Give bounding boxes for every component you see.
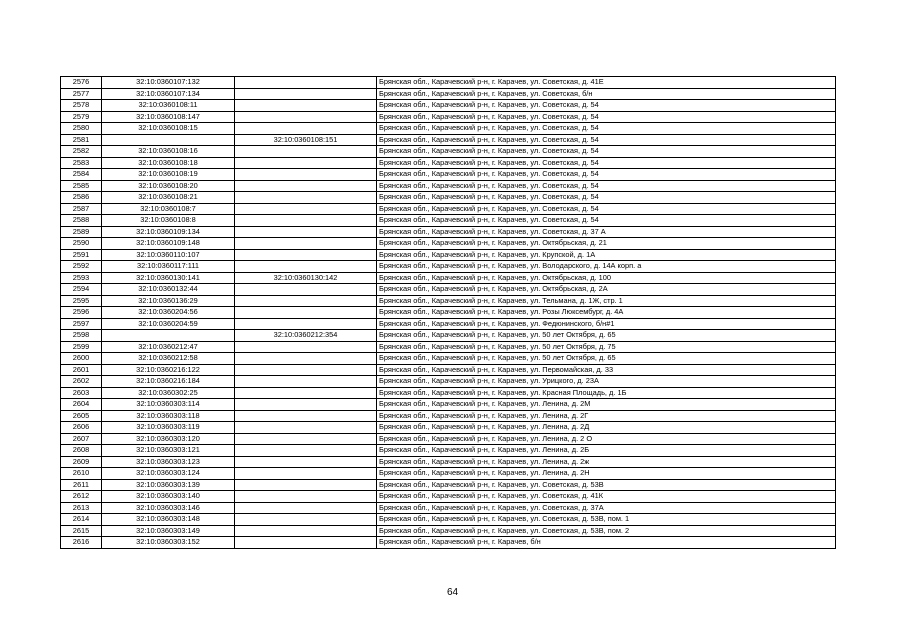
cadastral-number-cell: 32:10:0360108:21 — [102, 192, 235, 204]
related-cadastral-number-cell — [235, 284, 377, 296]
registry-table-body — [61, 77, 836, 549]
cadastral-number-cell: 32:10:0360108:11 — [102, 100, 235, 112]
address-cell: Брянская обл., Карачевский р-н, г. Карачев, ул. Октябрьская, д. 21 — [377, 238, 836, 250]
address-cell: Брянская обл., Карачевский р-н, г. Карачев, ул. Советская, д. 54 — [377, 123, 836, 135]
row-number-cell: 2586 — [61, 192, 102, 204]
table-row — [61, 226, 836, 238]
row-number-cell: 2576 — [61, 77, 102, 89]
related-cadastral-number-cell — [235, 525, 377, 537]
address-cell: Брянская обл., Карачевский р-н, г. Карачев, ул. Володарского, д. 14А корп. а — [377, 261, 836, 273]
address-cell: Брянская обл., Карачевский р-н, г. Карачев, б/н — [377, 537, 836, 549]
cadastral-number-cell: 32:10:0360303:124 — [102, 468, 235, 480]
related-cadastral-number-cell — [235, 203, 377, 215]
related-cadastral-number-cell — [235, 111, 377, 123]
table-row — [61, 353, 836, 365]
table-row — [61, 180, 836, 192]
address-cell: Брянская обл., Карачевский р-н, г. Карачев, ул. Красная Площадь, д. 1Б — [377, 387, 836, 399]
cadastral-number-cell: 32:10:0360108:20 — [102, 180, 235, 192]
cadastral-number-cell: 32:10:0360303:139 — [102, 479, 235, 491]
related-cadastral-number-cell — [235, 445, 377, 457]
related-cadastral-number-cell — [235, 215, 377, 227]
related-cadastral-number-cell — [235, 364, 377, 376]
row-number-cell: 2597 — [61, 318, 102, 330]
table-row — [61, 491, 836, 503]
related-cadastral-number-cell — [235, 192, 377, 204]
cadastral-number-cell — [102, 134, 235, 146]
row-number-cell: 2582 — [61, 146, 102, 158]
table-row — [61, 284, 836, 296]
cadastral-number-cell: 32:10:0360108:8 — [102, 215, 235, 227]
related-cadastral-number-cell — [235, 77, 377, 89]
table-row — [61, 479, 836, 491]
table-row — [61, 514, 836, 526]
row-number-cell: 2590 — [61, 238, 102, 250]
related-cadastral-number-cell — [235, 502, 377, 514]
cadastral-number-cell: 32:10:0360216:184 — [102, 376, 235, 388]
related-cadastral-number-cell — [235, 479, 377, 491]
cadastral-number-cell — [102, 330, 235, 342]
cadastral-number-cell: 32:10:0360303:149 — [102, 525, 235, 537]
address-cell: Брянская обл., Карачевский р-н, г. Карачев, ул. Ленина, д. 2 О — [377, 433, 836, 445]
row-number-cell: 2580 — [61, 123, 102, 135]
table-row — [61, 249, 836, 261]
table-row — [61, 192, 836, 204]
cadastral-number-cell: 32:10:0360108:16 — [102, 146, 235, 158]
row-number-cell: 2583 — [61, 157, 102, 169]
address-cell: Брянская обл., Карачевский р-н, г. Карачев, ул. Советская, б/н — [377, 88, 836, 100]
registry-table — [60, 76, 836, 549]
cadastral-number-cell: 32:10:0360212:47 — [102, 341, 235, 353]
address-cell: Брянская обл., Карачевский р-н, г. Карачев, ул. Советская, д. 53В, пом. 1 — [377, 514, 836, 526]
table-row — [61, 502, 836, 514]
row-number-cell: 2616 — [61, 537, 102, 549]
address-cell: Брянская обл., Карачевский р-н, г. Карачев, ул. Советская, д. 37 А — [377, 226, 836, 238]
related-cadastral-number-cell — [235, 376, 377, 388]
address-cell: Брянская обл., Карачевский р-н, г. Карачев, ул. Советская, д. 54 — [377, 192, 836, 204]
row-number-cell: 2584 — [61, 169, 102, 181]
row-number-cell: 2592 — [61, 261, 102, 273]
cadastral-number-cell: 32:10:0360216:122 — [102, 364, 235, 376]
related-cadastral-number-cell — [235, 468, 377, 480]
cadastral-number-cell: 32:10:0360204:59 — [102, 318, 235, 330]
address-cell: Брянская обл., Карачевский р-н, г. Карачев, ул. Ленина, д. 2М — [377, 399, 836, 411]
address-cell: Брянская обл., Карачевский р-н, г. Карачев, ул. Тельмана, д. 1Ж, стр. 1 — [377, 295, 836, 307]
cadastral-number-cell: 32:10:0360303:119 — [102, 422, 235, 434]
row-number-cell: 2601 — [61, 364, 102, 376]
row-number-cell: 2603 — [61, 387, 102, 399]
table-row — [61, 318, 836, 330]
table-row — [61, 123, 836, 135]
related-cadastral-number-cell — [235, 353, 377, 365]
address-cell: Брянская обл., Карачевский р-н, г. Карачев, ул. Советская, д. 54 — [377, 169, 836, 181]
row-number-cell: 2610 — [61, 468, 102, 480]
related-cadastral-number-cell — [235, 157, 377, 169]
table-row — [61, 88, 836, 100]
cadastral-number-cell: 32:10:0360108:147 — [102, 111, 235, 123]
related-cadastral-number-cell — [235, 433, 377, 445]
row-number-cell: 2605 — [61, 410, 102, 422]
address-cell: Брянская обл., Карачевский р-н, г. Карачев, ул. Первомайская, д. 33 — [377, 364, 836, 376]
related-cadastral-number-cell — [235, 180, 377, 192]
table-row — [61, 525, 836, 537]
address-cell: Брянская обл., Карачевский р-н, г. Карачев, ул. 50 лет Октября, д. 65 — [377, 330, 836, 342]
row-number-cell: 2606 — [61, 422, 102, 434]
row-number-cell: 2604 — [61, 399, 102, 411]
cadastral-number-cell: 32:10:0360107:132 — [102, 77, 235, 89]
address-cell: Брянская обл., Карачевский р-н, г. Карачев, ул. Советская, д. 54 — [377, 100, 836, 112]
address-cell: Брянская обл., Карачевский р-н, г. Карачев, ул. Ленина, д. 2Г — [377, 410, 836, 422]
table-row — [61, 77, 836, 89]
row-number-cell: 2596 — [61, 307, 102, 319]
table-row — [61, 307, 836, 319]
table-row — [61, 100, 836, 112]
table-row — [61, 341, 836, 353]
address-cell: Брянская обл., Карачевский р-н, г. Карачев, ул. Советская, д. 54 — [377, 134, 836, 146]
related-cadastral-number-cell: 32:10:0360108:151 — [235, 134, 377, 146]
address-cell: Брянская обл., Карачевский р-н, г. Карачев, ул. Советская, д. 54 — [377, 146, 836, 158]
address-cell: Брянская обл., Карачевский р-н, г. Карачев, ул. Советская, д. 54 — [377, 180, 836, 192]
address-cell: Брянская обл., Карачевский р-н, г. Карачев, ул. 50 лет Октября, д. 75 — [377, 341, 836, 353]
related-cadastral-number-cell: 32:10:0360130:142 — [235, 272, 377, 284]
cadastral-number-cell: 32:10:0360212:58 — [102, 353, 235, 365]
cadastral-number-cell: 32:10:0360107:134 — [102, 88, 235, 100]
table-row — [61, 537, 836, 549]
row-number-cell: 2599 — [61, 341, 102, 353]
cadastral-number-cell: 32:10:0360110:107 — [102, 249, 235, 261]
row-number-cell: 2589 — [61, 226, 102, 238]
cadastral-number-cell: 32:10:0360108:19 — [102, 169, 235, 181]
cadastral-number-cell: 32:10:0360130:141 — [102, 272, 235, 284]
table-row — [61, 238, 836, 250]
row-number-cell: 2609 — [61, 456, 102, 468]
cadastral-number-cell: 32:10:0360303:114 — [102, 399, 235, 411]
row-number-cell: 2591 — [61, 249, 102, 261]
related-cadastral-number-cell — [235, 100, 377, 112]
row-number-cell: 2607 — [61, 433, 102, 445]
related-cadastral-number-cell — [235, 387, 377, 399]
related-cadastral-number-cell — [235, 295, 377, 307]
table-row — [61, 468, 836, 480]
address-cell: Брянская обл., Карачевский р-н, г. Карачев, ул. Советская, д. 53В — [377, 479, 836, 491]
table-row — [61, 387, 836, 399]
table-row — [61, 169, 836, 181]
address-cell: Брянская обл., Карачевский р-н, г. Карачев, ул. Розы Люксембург, д. 4А — [377, 307, 836, 319]
cadastral-number-cell: 32:10:0360303:146 — [102, 502, 235, 514]
related-cadastral-number-cell — [235, 456, 377, 468]
related-cadastral-number-cell — [235, 249, 377, 261]
related-cadastral-number-cell — [235, 422, 377, 434]
address-cell: Брянская обл., Карачевский р-н, г. Карачев, ул. Советская, д. 54 — [377, 215, 836, 227]
cadastral-number-cell: 32:10:0360109:134 — [102, 226, 235, 238]
cadastral-number-cell: 32:10:0360108:18 — [102, 157, 235, 169]
address-cell: Брянская обл., Карачевский р-н, г. Карачев, ул. Советская, д. 54 — [377, 157, 836, 169]
table-row — [61, 272, 836, 284]
cadastral-number-cell: 32:10:0360303:152 — [102, 537, 235, 549]
address-cell: Брянская обл., Карачевский р-н, г. Карачев, ул. Советская, д. 41Е — [377, 77, 836, 89]
row-number-cell: 2585 — [61, 180, 102, 192]
row-number-cell: 2602 — [61, 376, 102, 388]
address-cell: Брянская обл., Карачевский р-н, г. Карачев, ул. Урицкого, д. 23А — [377, 376, 836, 388]
cadastral-number-cell: 32:10:0360136:29 — [102, 295, 235, 307]
cadastral-number-cell: 32:10:0360204:56 — [102, 307, 235, 319]
related-cadastral-number-cell — [235, 226, 377, 238]
address-cell: Брянская обл., Карачевский р-н, г. Карачев, ул. Октябрьская, д. 100 — [377, 272, 836, 284]
row-number-cell: 2598 — [61, 330, 102, 342]
related-cadastral-number-cell — [235, 318, 377, 330]
related-cadastral-number-cell — [235, 88, 377, 100]
row-number-cell: 2594 — [61, 284, 102, 296]
address-cell: Брянская обл., Карачевский р-н, г. Карачев, ул. Ленина, д. 2ж — [377, 456, 836, 468]
cadastral-number-cell: 32:10:0360109:148 — [102, 238, 235, 250]
address-cell: Брянская обл., Карачевский р-н, г. Карачев, ул. Крупской, д. 1А — [377, 249, 836, 261]
address-cell: Брянская обл., Карачевский р-н, г. Карачев, ул. Ленина, д. 2Н — [377, 468, 836, 480]
table-row — [61, 157, 836, 169]
cadastral-number-cell: 32:10:0360302:25 — [102, 387, 235, 399]
row-number-cell: 2578 — [61, 100, 102, 112]
cadastral-number-cell: 32:10:0360303:140 — [102, 491, 235, 503]
related-cadastral-number-cell — [235, 514, 377, 526]
page-number: 64 — [446, 587, 459, 598]
related-cadastral-number-cell — [235, 238, 377, 250]
row-number-cell: 2611 — [61, 479, 102, 491]
row-number-cell: 2587 — [61, 203, 102, 215]
cadastral-number-cell: 32:10:0360108:7 — [102, 203, 235, 215]
row-number-cell: 2577 — [61, 88, 102, 100]
row-number-cell: 2581 — [61, 134, 102, 146]
related-cadastral-number-cell — [235, 261, 377, 273]
table-row — [61, 203, 836, 215]
related-cadastral-number-cell — [235, 410, 377, 422]
cadastral-number-cell: 32:10:0360132:44 — [102, 284, 235, 296]
table-row — [61, 146, 836, 158]
table-row — [61, 364, 836, 376]
table-row — [61, 330, 836, 342]
cadastral-number-cell: 32:10:0360303:123 — [102, 456, 235, 468]
cadastral-number-cell: 32:10:0360303:121 — [102, 445, 235, 457]
row-number-cell: 2579 — [61, 111, 102, 123]
table-row — [61, 399, 836, 411]
address-cell: Брянская обл., Карачевский р-н, г. Карачев, ул. Ленина, д. 2Б — [377, 445, 836, 457]
table-row — [61, 445, 836, 457]
row-number-cell: 2608 — [61, 445, 102, 457]
table-row — [61, 376, 836, 388]
address-cell: Брянская обл., Карачевский р-н, г. Карачев, ул. Федюнинского, б/н#1 — [377, 318, 836, 330]
row-number-cell: 2595 — [61, 295, 102, 307]
cadastral-number-cell: 32:10:0360303:120 — [102, 433, 235, 445]
address-cell: Брянская обл., Карачевский р-н, г. Карачев, ул. Советская, д. 41К — [377, 491, 836, 503]
cadastral-number-cell: 32:10:0360108:15 — [102, 123, 235, 135]
table-row — [61, 433, 836, 445]
table-row — [61, 422, 836, 434]
related-cadastral-number-cell — [235, 399, 377, 411]
address-cell: Брянская обл., Карачевский р-н, г. Карачев, ул. Советская, д. 37А — [377, 502, 836, 514]
table-row — [61, 111, 836, 123]
address-cell: Брянская обл., Карачевский р-н, г. Карачев, ул. Ленина, д. 2Д — [377, 422, 836, 434]
table-row — [61, 456, 836, 468]
row-number-cell: 2588 — [61, 215, 102, 227]
related-cadastral-number-cell — [235, 491, 377, 503]
row-number-cell: 2614 — [61, 514, 102, 526]
table-row — [61, 410, 836, 422]
related-cadastral-number-cell — [235, 307, 377, 319]
cadastral-number-cell: 32:10:0360303:118 — [102, 410, 235, 422]
related-cadastral-number-cell — [235, 537, 377, 549]
related-cadastral-number-cell — [235, 341, 377, 353]
row-number-cell: 2613 — [61, 502, 102, 514]
row-number-cell: 2593 — [61, 272, 102, 284]
related-cadastral-number-cell — [235, 123, 377, 135]
address-cell: Брянская обл., Карачевский р-н, г. Карачев, ул. Советская, д. 54 — [377, 203, 836, 215]
address-cell: Брянская обл., Карачевский р-н, г. Карачев, ул. Советская, д. 53В, пом. 2 — [377, 525, 836, 537]
cadastral-number-cell: 32:10:0360117:111 — [102, 261, 235, 273]
table-row — [61, 215, 836, 227]
address-cell: Брянская обл., Карачевский р-н, г. Карачев, ул. 50 лет Октября, д. 65 — [377, 353, 836, 365]
row-number-cell: 2600 — [61, 353, 102, 365]
row-number-cell: 2615 — [61, 525, 102, 537]
row-number-cell: 2612 — [61, 491, 102, 503]
table-row — [61, 134, 836, 146]
related-cadastral-number-cell — [235, 169, 377, 181]
table-row — [61, 261, 836, 273]
table-row — [61, 295, 836, 307]
address-cell: Брянская обл., Карачевский р-н, г. Карачев, ул. Октябрьская, д. 2А — [377, 284, 836, 296]
address-cell: Брянская обл., Карачевский р-н, г. Карачев, ул. Советская, д. 54 — [377, 111, 836, 123]
related-cadastral-number-cell: 32:10:0360212:354 — [235, 330, 377, 342]
cadastral-number-cell: 32:10:0360303:148 — [102, 514, 235, 526]
related-cadastral-number-cell — [235, 146, 377, 158]
